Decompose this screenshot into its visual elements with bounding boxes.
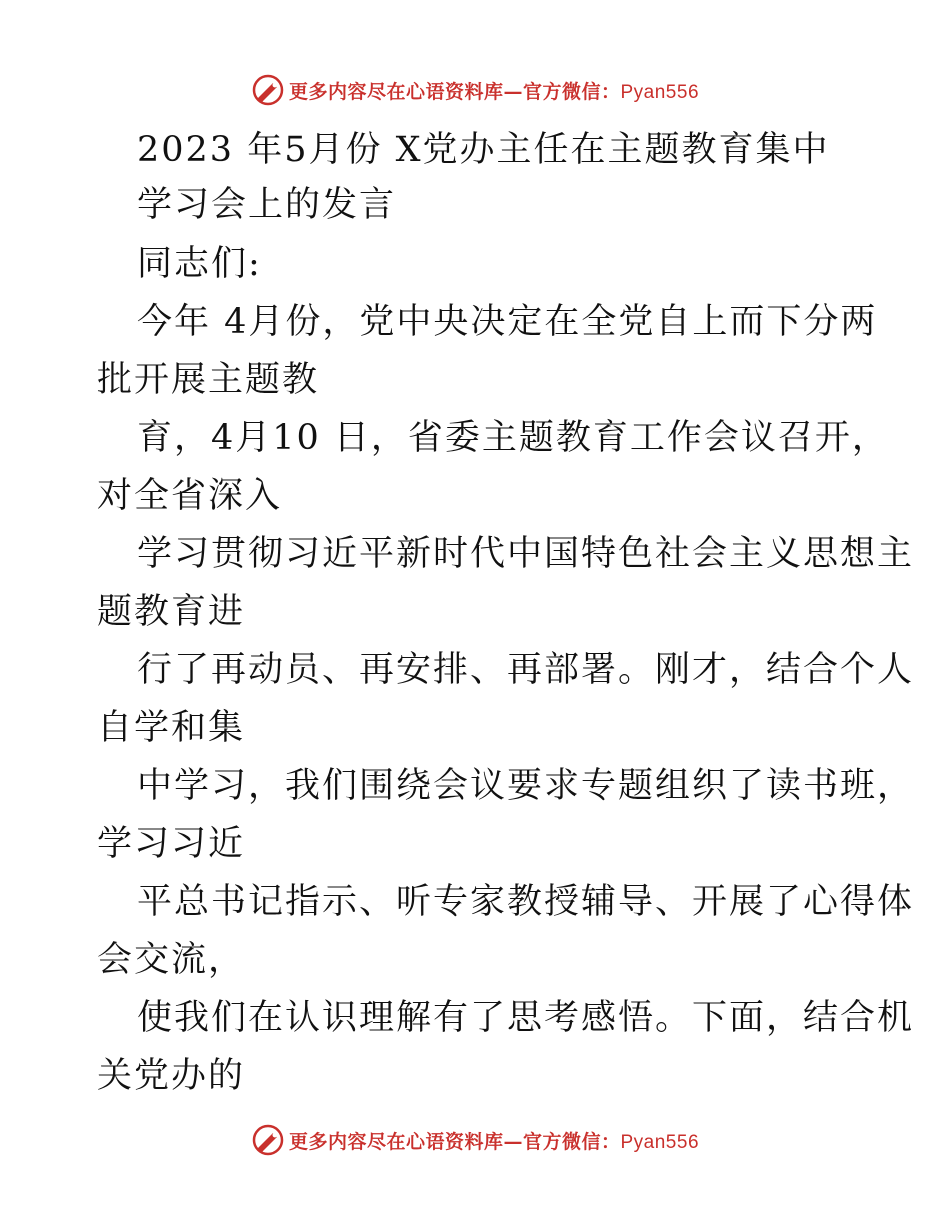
text-line: 育，4月10 日，省委主题教育工作会议召开， — [137, 418, 889, 458]
text-line: 对全省深入 — [97, 476, 283, 516]
banner-text: 更多内容尽在心语资料库—官方微信：Pyan556 — [288, 1130, 700, 1153]
text-line: 学习贯彻习近平新时代中国特色社会主义思想主 — [137, 534, 915, 574]
header-watermark-banner — [0, 70, 950, 110]
text-line: 题教育进 — [97, 592, 246, 632]
text-line: 会交流， — [97, 940, 246, 980]
text-line: 行了再动员、再安排、再部署。刚才，结合个人 — [137, 650, 915, 690]
text-line: 今年 4月份，党中央决定在全党自上而下分两 — [137, 302, 878, 342]
footer-watermark-banner — [0, 1120, 950, 1160]
text-line: 关党办的 — [97, 1056, 246, 1096]
text-line: 平总书记指示、听专家教授辅导、开展了心得体 — [137, 882, 915, 922]
title-line-1: 2023 年5月份 X党办主任在主题教育集中 — [137, 130, 830, 170]
pen-logo-icon — [251, 1123, 285, 1157]
text-line: 中学习，我们围绕会议要求专题组织了读书班， — [137, 766, 915, 806]
title-line-2: 学习会上的发言 — [137, 185, 397, 225]
banner-text: 更多内容尽在心语资料库—官方微信：Pyan556 — [288, 80, 700, 103]
pen-logo-icon — [251, 73, 285, 107]
text-line: 学习习近 — [97, 824, 246, 864]
text-line: 使我们在认识理解有了思考感悟。下面，结合机 — [137, 998, 915, 1038]
salutation: 同志们: — [137, 244, 262, 284]
text-line: 批开展主题教 — [97, 360, 320, 400]
text-line: 自学和集 — [97, 708, 246, 748]
